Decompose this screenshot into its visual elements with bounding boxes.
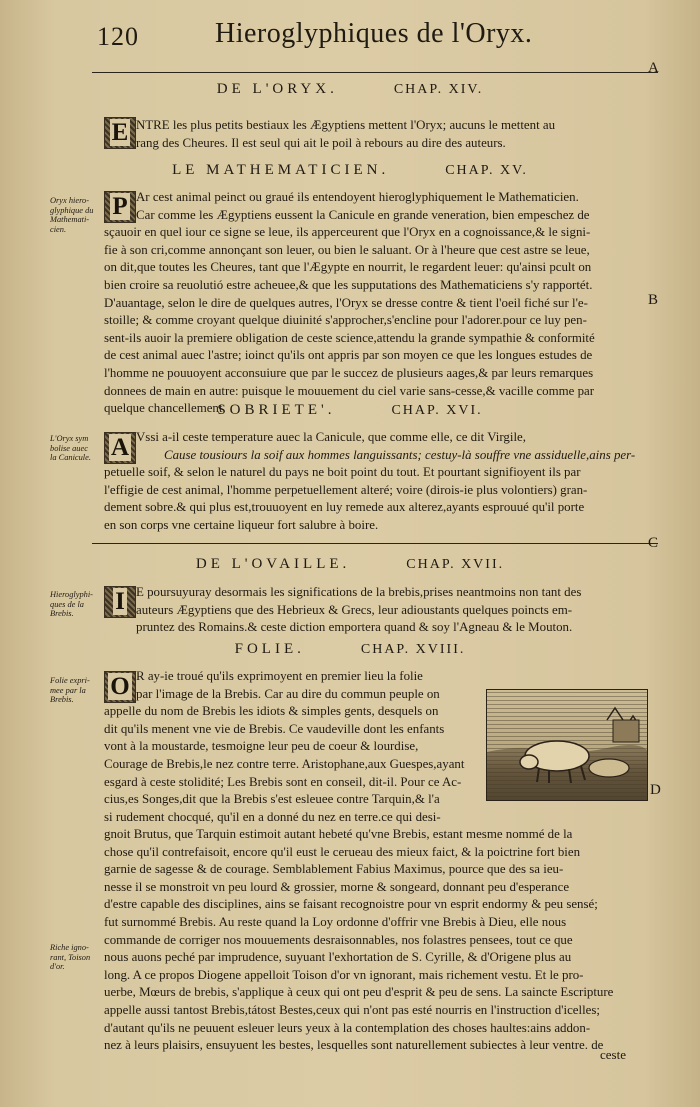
text-line: fut surnommé Brebis. Au reste quand la Loy ordonne d'offrir vne Brebis à Dieu, elle nous	[104, 914, 567, 929]
text-line: d'estre capable des disciplines, ains se faisant recognoistre pour vn esprit endormy & peu sensé;	[104, 897, 598, 912]
text-line: esgard à ceste stolidité; Les Brebis sont en conseil, dit-il. Pour ce Ac-	[104, 774, 462, 789]
text-line: donnees de main en autre: puisque le mouuement du ciel varie sans-cesse,& vacille comme par	[104, 383, 595, 398]
margin-letter-d: D	[650, 782, 661, 798]
side-note-folie: Folie expri- mee par la Brebis.	[50, 676, 90, 705]
text-line: petuelle soif, & selon le naturel du pays ne boit point du tout. Et pourtant signifioyent ils par	[104, 465, 581, 480]
text-line: sent-ils auoir la premiere obligation de ceste science,attendu la grande sympathie & conformité	[104, 330, 595, 345]
margin-letter-a: A	[648, 60, 659, 76]
text-line: Courage de Brebis,le nez contre terre. Aristophane,aux Guespes,ayant	[104, 756, 465, 771]
text-line: stoille; & comme croyant quelque diuinité s'approcher,s'encline pour l'adorer.pour ce luy pen-	[104, 313, 587, 328]
chapter-16-title: SOBRIETE'.	[217, 402, 336, 418]
text-line: NTRE les plus petits bestiaux les Ægyptiens mettent l'Oryx; aucuns le mettent au	[136, 118, 556, 132]
text-line: Cause tousiours la soif aux hommes languissants; cestuy-là souffre vne assiduelle,ains per-	[164, 447, 636, 462]
text-line: cius,es Songes,dit que la Brebis s'est esleuee contre Tarquin,& l'a	[104, 792, 440, 807]
drop-cap-a: A	[104, 432, 136, 464]
text-line: sçauoir en quel iour ce signe se leue, ils apperceurent que l'Oryx en a cognoissance,& le signi-	[104, 225, 591, 240]
section-rule	[92, 543, 658, 544]
text-line: on dit,que toutes les Cheures, tant que l'Ægypte en nourrit, le regardent leuer: qu'ainsi pcult on	[104, 260, 592, 275]
chapter-17-title: DE L'OVAILLE.	[195, 556, 351, 572]
page-header	[0, 18, 700, 54]
chapter-18-text-narrow	[104, 668, 480, 826]
chapter-18-text	[104, 826, 646, 1055]
text-line: si rudement chocqué, qu'il en a donné du nez en terre.ce qui desi-	[104, 809, 441, 824]
chapter-14-text	[104, 117, 646, 152]
chapter-17-number: CHAP. XVII.	[406, 557, 505, 572]
drop-cap-p: P	[104, 191, 136, 223]
text-line: l'effigie de cest animal, l'homme perpetuellement alteré; voire (dirois-ie plus volontiers) gran-	[104, 482, 588, 497]
text-line: garnie de sagesse & de courage. Semblablement Fabius Maximus, pource que des sa ieu-	[104, 862, 564, 877]
text-line: Vssi a-il ceste temperature auec la Canicule, que comme elle, ce dit Virgile,	[136, 430, 526, 444]
chapter-14-heading	[0, 81, 700, 98]
text-line: Ar cest animal peinct ou graué ils entendoyent hieroglyphiquement le Mathematicien.	[136, 190, 579, 204]
running-title: Hieroglyphiques de l'Oryx.	[215, 18, 533, 49]
text-line: vont à la moustarde, tesmoigne leur peu de coeur & lourdise,	[104, 739, 419, 754]
sheep-icon	[487, 690, 647, 800]
text-line: appelle aussi tantost Brebis,tátost Bestes,ceux qui n'ont pas esté nourris en l'instruction d'icelles;	[104, 1002, 600, 1017]
chapter-18-heading	[0, 641, 700, 658]
chapter-14-title: DE L'ORYX.	[216, 81, 338, 97]
chapter-15-text	[104, 189, 646, 418]
text-line: en son corps vne certaine liqueur fort salubre à boire.	[104, 517, 379, 532]
drop-cap-o: O	[104, 671, 136, 703]
chapter-18-title: FOLIE.	[234, 641, 305, 657]
margin-letter-b: B	[648, 292, 659, 308]
chapter-15-heading	[0, 162, 700, 179]
margin-letter-c: C	[648, 535, 659, 551]
chapter-15-title: LE MATHEMATICIEN.	[172, 162, 390, 178]
text-line: pruntez des Romains.& ceste diction emportera quand & soy l'Agneau & le Mouton.	[136, 620, 573, 635]
text-line: E poursuyuray desormais les significations de la brebis,prises neantmoins non tant des	[136, 585, 582, 599]
text-line: fie à son cri,comme annonçant son leuer, ou bien le saluant. Or à l'heure que cest astre se leue,	[104, 242, 590, 257]
text-line: d'autant qu'ils ne peuuent esleuer leurs yeux à la contemplation des choses haultes:ains addon-	[104, 1020, 591, 1035]
text-line: par l'image de la Brebis. Car au dire du commun peuple on	[136, 686, 440, 701]
text-line: nesse il se monstroit vn peu lourd & grossier, morne & songeard, donnant peu d'esperance	[104, 879, 570, 894]
text-line: nez à leurs plaisirs, ensuyuent les bestes, lesquelles sont naturellement subiectes à leur ventre. de	[104, 1038, 604, 1053]
side-note-oryx-mathematicien: Oryx hiero- glyphique du Mathemati- cien.	[50, 196, 94, 234]
text-line: bien croire sa reuolutió estre acheuee,& que les supputations des Mathematiciens s'y rapportét.	[104, 277, 593, 292]
text-line: uerbe, Mœurs de brebis, s'applique à ceux qui ont peu d'esprit & peu de sens. La saincte Escripture	[104, 985, 614, 1000]
text-line: dit qu'ils menent vne vie de Brebis. Ce vaudeville dont les enfants	[104, 721, 445, 736]
chapter-18-number: CHAP. XVIII.	[360, 642, 466, 657]
chapter-15-number: CHAP. XV.	[445, 163, 528, 178]
text-line: gnoit Brutus, que Tarquin estimoit autant hebeté qu'vne Brebis, estant mesme nommé de la	[104, 827, 573, 841]
text-line: commande de corriger nos mouuements desraisonnables, nos folastres pensees, tout ce que	[104, 932, 573, 947]
text-line: R ay-ie troué qu'ils exprimoyent en premier lieu la folie	[136, 669, 423, 683]
chapter-16-text	[104, 429, 646, 535]
text-line: Car comme les Ægyptiens eussent la Canicule en grande veneration, bien empeschez de	[136, 207, 590, 222]
chapter-17-text	[104, 584, 646, 637]
side-note-oryx-canicule: L'Oryx sym bolise auec la Canicule.	[50, 434, 91, 463]
text-line: chose qu'il contrefaisoit, encore qu'il eust le cerueau des mieux faict, & la poictrine fort bien	[104, 844, 581, 859]
text-line: nous auons peché par imprudence, suyuant l'exhortation de S. Cyrille, & d'Origene plus au	[104, 950, 572, 965]
text-line: de cest animal auec l'astre; ioinct qu'ils ont appris par son moyen ce que les longues estudes de	[104, 348, 593, 363]
text-line: long. A ce propos Diogene appelloit Toison d'or vn ignorant, mais richement vestu. Et le pro-	[104, 967, 584, 982]
woodcut-sheep-illustration	[486, 689, 648, 801]
text-line: l'homme ne pouuoyent acconsuiure que par le succez de plusieurs aages,& par leurs remarques	[104, 365, 594, 380]
chapter-14-number: CHAP. XIV.	[393, 82, 484, 97]
text-line: rang des Cheures. Il est seul qui ait le poil à rebours au dire des auteurs.	[136, 135, 506, 150]
page-number: 120	[97, 22, 139, 51]
drop-cap-e: E	[104, 117, 136, 149]
text-line: D'auantage, selon le dire de quelques autres, l'Oryx se dresse contre & tient l'oeil fiché sur l'e-	[104, 295, 588, 310]
text-line: quelque chancellement.	[104, 401, 226, 416]
side-note-brebis: Hieroglyphi- ques de la Brebis.	[50, 590, 93, 619]
text-line: dement sobre.& qui plus est,trouuoyent en luy remede aux alterez,ayants esprouué qu'il porte	[104, 500, 585, 515]
text-line: appelle du nom de Brebis les idiots & simples gents, desquels on	[104, 704, 439, 719]
chapter-17-heading	[0, 556, 700, 573]
catchword: ceste	[600, 1047, 626, 1062]
chapter-16-number: CHAP. XVI.	[391, 403, 483, 418]
drop-cap-i: I	[104, 586, 136, 618]
text-line: auteurs Ægyptiens que des Hebrieux & Grecs, leur adioustants quelques poincts em-	[136, 602, 573, 617]
side-note-riche-ignorant: Riche igno- rant, Toison d'or.	[50, 943, 91, 972]
chapter-16-heading	[0, 402, 700, 419]
header-rule	[92, 72, 658, 73]
